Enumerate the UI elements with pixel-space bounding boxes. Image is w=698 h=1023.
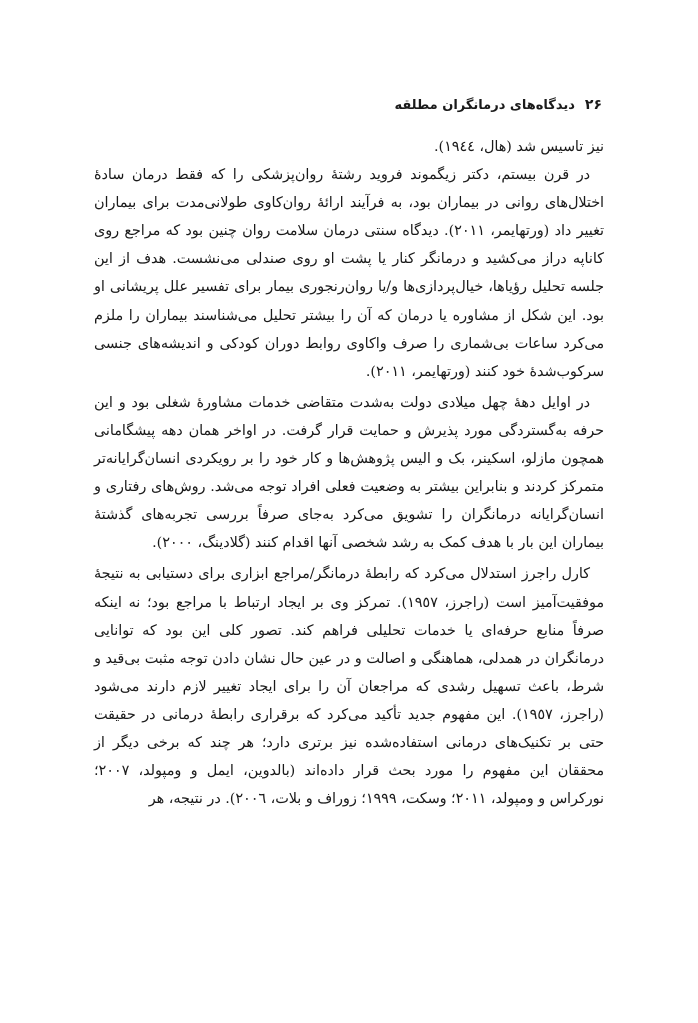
- paragraph-continuation: نیز تاسیس شد (هال، ١٩٤٤).: [433, 139, 604, 155]
- paragraph-forties: در اوایل دههٔ چهل میلادی دولت به‌شدت متقاضی خدمات مشاورهٔ شغلی بود و این حرفه به‌گستردگی مورد پذیرش و حمایت قرار گرفت. در اواخر همان دهه پیشگامانی همچون مازلو، اسکینر، بک و الیس پژوهش‌ها و کار خود را بر رویکردی انسان‌گرایانه‌تر متمرکز کردند و بنابراین بیشتر به وضعیت فعلی افراد توجه می‌شد. روش‌های رفتاری و انسان‌گرایانه درمانگران را تشویق می‌کرد به‌جای صرفاً بررسی تجربه‌های گذشتهٔ بیماران این بار با هدف کمک به رشد شخصی آنها اقدام کنند (گلادینگ، ٢٠٠٠).: [94, 394, 604, 552]
- chapter-title: دیدگاه‌های درمانگران مطلقه: [394, 98, 575, 113]
- paragraph-rogers: کارل راجرز استدلال می‌کرد که رابطهٔ درمانگر/مراجع ابزاری برای دستیابی به نتیجهٔ موفقیت‌آمیز است (راجرز، ١٩٥٧). تمرکز وی بر ایجاد ارتباط با مراجع بود؛ نه اینکه صرفاً منابع حرفه‌ای یا خدمات تحلیلی فراهم کند. تصور کلی این بود که توانایی درمانگران در همدلی، هماهنگی و اصالت و در عین حال نشان دادن توجه مثبت بی‌قید و شرط، باعث تسهیل رشدی که مراجعان آن را برای ایجاد تغییر لازم دارند می‌شود (راجرز، ١٩٥٧). این مفهوم جدید تأکید می‌کرد که برقراری رابطهٔ درمانی در حقیقت حتی بر تکنیک‌های درمانی استفاده‌شده نیز برتری دارد؛ هر چند که برخی دیگر از محققان این مفهوم را مورد بحث قرار داده‌اند (بالدوین، ایمل و ومپولد، ٢٠٠٧؛ نورکراس و ومپولد، ٢٠١١؛ وسکت، ١٩٩٩؛ زوراف و بلات، ٢٠٠٦). در نتیجه، هر: [94, 566, 604, 808]
- body-text: [94, 133, 604, 813]
- page-number: ۲۶: [584, 97, 602, 113]
- paragraph-freud: در قرن بیستم، دکتر زیگموند فروید رشتهٔ روان‌پزشکی را که فقط درمان سادهٔ اختلال‌های روانی در بیماران بود، به فرآیند ارائهٔ روان‌کاوی طولانی‌مدت برای بیماران تغییر داد (ورتهایمر، ٢٠١١). دیدگاه سنتی درمان سلامت روان چنین بود که مراجع روی کاناپه دراز می‌کشید و درمانگر کنار یا پشت او روی صندلی می‌نشست. هدف از این جلسه تحلیل رؤیاها، خیال‌پردازی‌ها و/یا روان‌رنجوری بیمار برای تفسیر علل پریشانی او بود. این شکل از مشاوره یا درمان که آن را بیشتر تحلیل می‌شناسند بیماران را ملزم می‌کرد ساعات بی‌شماری را صرف واکاوی روابط دوران کودکی و اندیشه‌های جنسی سرکوب‌شدهٔ خود کنند (ورتهایمر، ٢٠١١).: [94, 167, 604, 380]
- running-header: [96, 97, 602, 117]
